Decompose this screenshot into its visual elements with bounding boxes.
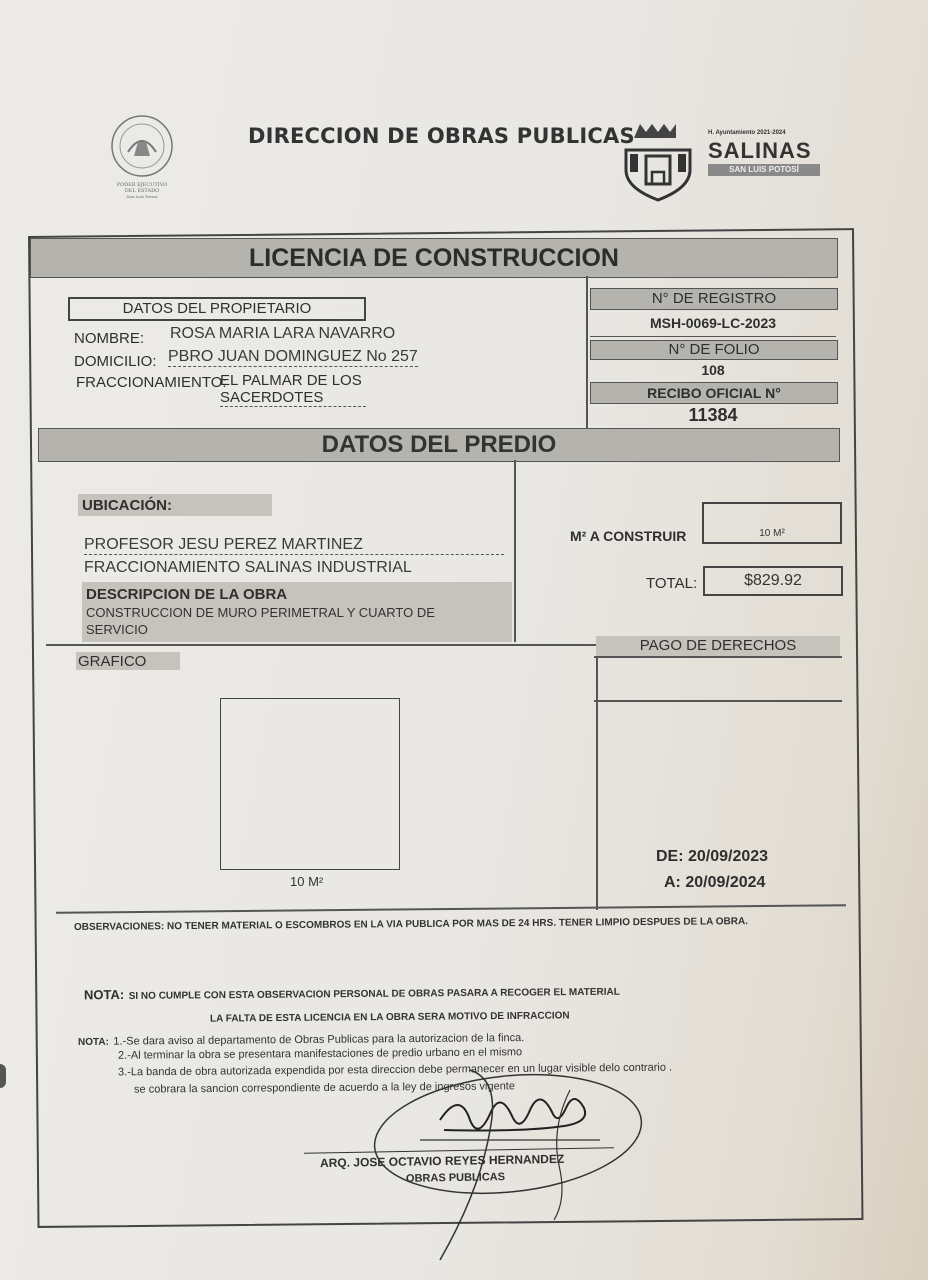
grafico-label: GRAFICO [78, 653, 147, 670]
owner-section-text: DATOS DEL PROPIETARIO [122, 300, 312, 317]
name-value: ROSA MARIA LARA NAVARRO [170, 325, 396, 342]
folio-value: 108 [701, 362, 725, 378]
folio-label: N° DE FOLIO [668, 341, 760, 358]
recibo-value-cell [590, 402, 836, 428]
nota2-item3b: se cobrara la sancion correspondiente de acuerdo a la ley de ingresos vigente [133, 1080, 516, 1096]
total-label: TOTAL: [646, 575, 698, 592]
nota1-text: SI NO CUMPLE CON ESTA OBSERVACION PERSONAL DE OBRAS PASARA A RECOGER EL MATERIAL [128, 986, 620, 1002]
ubicacion-label-bar [78, 494, 272, 516]
pago-from: DE: 20/09/2023 [656, 848, 769, 865]
subdivision-label: FRACCIONAMIENTO: [76, 374, 227, 391]
svg-text:PODER EJECUTIVO: PODER EJECUTIVO [116, 182, 168, 188]
nota1-label: NOTA: [83, 986, 125, 1003]
logo-name: SALINAS [708, 138, 812, 163]
location-line2: FRACCIONAMIENTO SALINAS INDUSTRIAL [84, 559, 412, 576]
m2-value: 10 M² [759, 528, 785, 539]
predio-title: DATOS DEL PREDIO [38, 428, 840, 462]
folio-label-bar [590, 340, 838, 360]
plot-square [220, 698, 400, 870]
description-value: CONSTRUCCION DE MURO PERIMETRAL Y CUARTO DE SERVICIO [86, 605, 435, 637]
location-line1: PROFESOR JESU PEREZ MARTINEZ [84, 536, 504, 555]
folio-value-cell [590, 360, 836, 380]
nota2-label: NOTA: [77, 1036, 109, 1048]
department-title: DIRECCION DE OBRAS PUBLICAS [248, 124, 635, 148]
state-seal-icon [92, 112, 192, 204]
falta-text: LA FALTA DE ESTA LICENCIA EN LA OBRA SERA MOTIVO DE INFRACCION [209, 1010, 570, 1025]
registro-label-bar [590, 288, 838, 310]
signer-title: OBRAS PUBLICAS [405, 1171, 506, 1185]
nota2-item3: 3.-La banda de obra autorizada expendida por esta direccion debe permanecer en un lugar visible delo contrario . [117, 1061, 673, 1079]
registro-value-cell [590, 310, 836, 337]
salinas-logo [622, 118, 832, 204]
recibo-label: RECIBO OFICIAL N° [647, 385, 781, 401]
binder-hole-mark [0, 1064, 6, 1088]
description-label: DESCRIPCION DE LA OBRA [86, 586, 288, 603]
ubicacion-label: UBICACIÓN: [82, 497, 172, 514]
recibo-value: 11384 [688, 405, 738, 425]
recibo-label-bar [590, 382, 838, 404]
pago-label: PAGO DE DERECHOS [639, 637, 797, 654]
owner-section-label [68, 297, 366, 321]
pago-box [594, 656, 842, 702]
license-title: LICENCIA DE CONSTRUCCION [30, 238, 838, 278]
svg-text:San Luis Potosí: San Luis Potosí [126, 194, 158, 199]
address-label: DOMICILIO: [74, 353, 157, 370]
nota2-item2: 2.-Al terminar la obra se presentara manifestaciones de predio urbano en el mismo [117, 1046, 523, 1062]
total-value: $829.92 [744, 572, 802, 589]
m2-value-box [702, 502, 842, 544]
plot-area-label: 10 M² [290, 874, 324, 889]
svg-text:DEL ESTADO: DEL ESTADO [124, 188, 160, 194]
registro-label: N° DE REGISTRO [651, 290, 777, 307]
signer-name: ARQ. JOSE OCTAVIO REYES HERNANDEZ [319, 1151, 565, 1171]
address-value: PBRO JUAN DOMINGUEZ No 257 [168, 348, 418, 365]
observaciones: OBSERVACIONES: NO TENER MATERIAL O ESCOMBROS EN LA VIA PUBLICA POR MAS DE 24 HRS. TENER LIMPIO DESPUES DE LA OBRA. [73, 916, 748, 933]
m2-label: M² A CONSTRUIR [570, 528, 687, 544]
total-value-box [703, 566, 843, 596]
pago-label-bar [596, 636, 840, 656]
logo-region: SAN LUIS POTOSÍ [708, 164, 820, 176]
registro-value: MSH-0069-LC-2023 [649, 315, 777, 331]
name-label: NOMBRE: [74, 330, 145, 347]
handwritten-signature [360, 1030, 660, 1270]
pago-to: A: 20/09/2024 [664, 874, 766, 891]
subdivision-value: EL PALMAR DE LOS SACERDOTES [220, 372, 366, 407]
grafico-label-bar [76, 652, 180, 670]
nota2-item1: 1.-Se dara aviso al departamento de Obras Publicas para la autorizacion de la finca. [113, 1032, 525, 1048]
logo-subtitle: H. Ayuntamiento 2021-2024 [708, 130, 786, 136]
